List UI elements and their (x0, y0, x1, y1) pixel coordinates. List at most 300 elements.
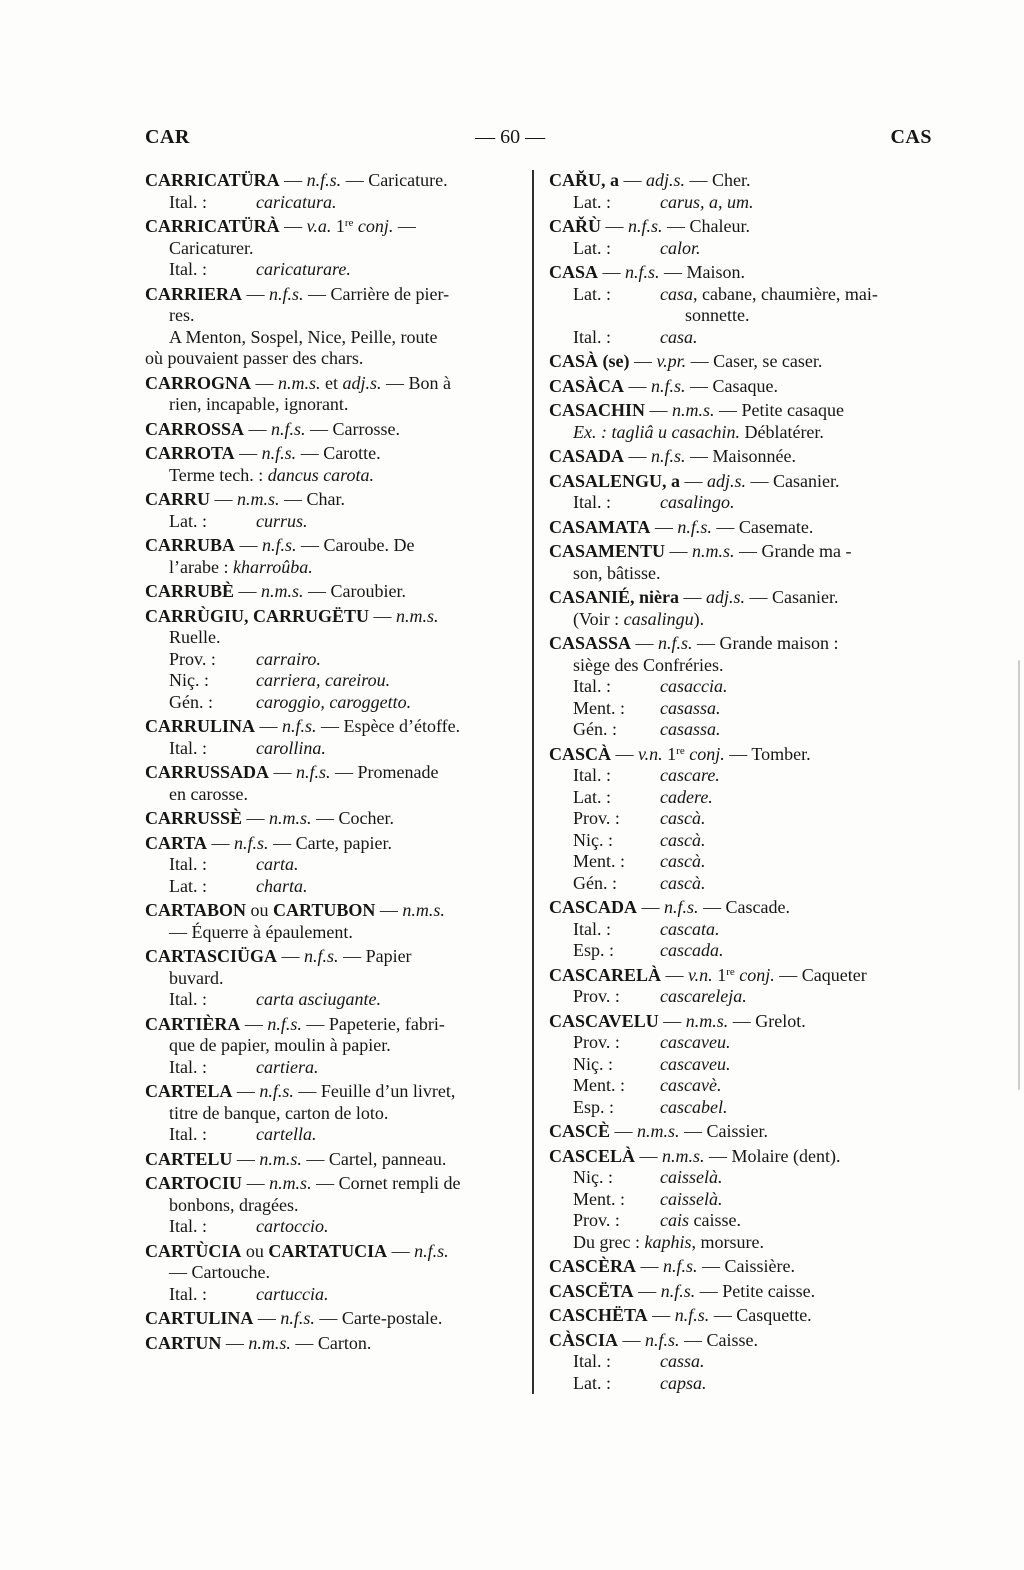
entry-line (145, 1103, 523, 1125)
text-run: CARTABON (145, 900, 247, 920)
text-run: 1 (662, 743, 677, 764)
dictionary-entry (145, 946, 523, 1011)
text-run: — (251, 372, 278, 393)
text-run: — Grelot. (728, 1010, 806, 1031)
entry-line (549, 676, 941, 698)
dictionary-entry (549, 471, 941, 514)
text-run: CARROGNA (145, 372, 251, 393)
entry-line (145, 443, 523, 465)
language-label: Niç. : (573, 829, 613, 850)
text-run: cartiera. (256, 1056, 319, 1077)
text-run: — Cascade. (698, 897, 790, 917)
text-run: CARTELA (145, 1081, 233, 1101)
text-run: CASÀCA (549, 375, 625, 396)
entry-line (549, 1146, 941, 1168)
text-run: n.m.s. (402, 900, 445, 920)
entry-line (549, 1121, 941, 1143)
text-run: — Petite casaque (714, 400, 844, 420)
text-run: caricaturare. (256, 259, 351, 279)
entry-line (549, 851, 941, 873)
dictionary-entry (549, 216, 941, 259)
text-run: n.f.s. (628, 216, 663, 236)
text-run: — Caqueter (774, 964, 867, 985)
text-run: — (234, 581, 262, 601)
text-run: n.m.s. (692, 541, 735, 561)
text-run: — (601, 216, 628, 236)
text-run: — (279, 216, 307, 236)
entry-line (145, 1308, 523, 1330)
entry-line (549, 940, 941, 962)
entry-line (145, 192, 523, 214)
text-run: CARRÙGIU, CARRUGËTU (145, 605, 370, 626)
dictionary-entry (145, 443, 523, 486)
dictionary-entry (145, 1308, 523, 1330)
entry-line (145, 1149, 523, 1171)
text-run: cartoccio. (256, 1216, 329, 1236)
text-run: conj. (739, 964, 775, 985)
text-run: n.f.s. (645, 1329, 680, 1350)
language-label: Lat. : (573, 1372, 611, 1393)
text-run: re (726, 965, 735, 978)
entry-line (145, 1081, 523, 1103)
dictionary-entry (145, 373, 523, 416)
text-run: — (618, 1329, 646, 1350)
text-run: — (234, 443, 262, 463)
text-run: n.f.s. (271, 418, 306, 439)
entry-line (145, 238, 523, 260)
entry-line (549, 376, 941, 398)
entry-line (145, 1035, 523, 1057)
language-label: Ment. : (573, 1188, 625, 1209)
text-run: n.f.s. (262, 535, 297, 555)
text-run: CARROSSA (145, 418, 245, 439)
dictionary-entry (549, 1146, 941, 1254)
dictionary-entry (549, 1256, 941, 1278)
text-run: n.m.s. (396, 605, 439, 626)
entry-line (549, 633, 941, 655)
dictionary-entry (145, 1173, 523, 1238)
language-label: Ital. : (169, 737, 207, 758)
entry-line (549, 719, 941, 741)
entry-line (145, 1284, 523, 1306)
text-run: — Carton. (290, 1332, 372, 1353)
language-label: Ment. : (573, 851, 625, 871)
dictionary-entry (145, 1241, 523, 1306)
dictionary-entry (549, 1281, 941, 1303)
entry-line (145, 1014, 523, 1036)
text-run: caisselà. (660, 1188, 723, 1209)
text-run: CARTOCIU (145, 1173, 243, 1193)
text-run: adj.s. (342, 372, 382, 393)
column-right (549, 170, 941, 1394)
dictionary-entry (145, 1333, 523, 1355)
text-run: — (279, 170, 307, 190)
text-run: carta. (256, 854, 299, 874)
dictionary-entry (549, 1121, 941, 1143)
entry-line (145, 284, 523, 306)
language-label: Gén. : (169, 691, 213, 712)
text-run: — (235, 535, 262, 555)
entry-line (549, 422, 941, 444)
text-run: adj.s. (646, 170, 686, 190)
text-run: , cabane, chaumière, mai- (693, 283, 878, 304)
text-run: — Papeterie, fabri- (301, 1013, 445, 1034)
text-run: — (633, 1280, 661, 1301)
text-run: CASCADA (549, 897, 638, 917)
entry-line (145, 1173, 523, 1195)
text-run: — (210, 489, 237, 509)
text-run: n.m.s. (269, 1173, 312, 1193)
entry-line (549, 1256, 941, 1278)
text-run: CASANIÉ, nièra (549, 587, 680, 607)
text-run: CARTATUCIA (268, 1240, 388, 1261)
text-run: n.f.s. (234, 832, 269, 853)
text-run: — Casanier. (746, 470, 840, 491)
text-run: (Voir : (573, 608, 624, 629)
text-run: — (242, 1173, 270, 1193)
entry-line (145, 762, 523, 784)
text-run: — Caissier. (679, 1121, 769, 1141)
entry-line (145, 511, 523, 533)
text-run: — (650, 516, 678, 537)
text-run: Du grec : (573, 1231, 645, 1252)
text-columns (145, 170, 941, 1394)
text-run: et (320, 372, 343, 393)
entry-line (145, 738, 523, 760)
language-label: Prov. : (573, 808, 620, 828)
text-run: v.n. (638, 743, 663, 764)
language-label: Lat. : (573, 283, 611, 304)
dictionary-entry (549, 170, 941, 213)
dictionary-entry (549, 262, 941, 348)
text-run: 1 (712, 964, 727, 985)
dictionary-entry (549, 351, 941, 373)
entry-line (145, 259, 523, 281)
text-run: carrairo. (256, 648, 321, 669)
text-run: — Carotte. (296, 443, 381, 463)
text-run: rien, incapable, ignorant. (169, 394, 349, 414)
entry-line (549, 1097, 941, 1119)
entry-line (145, 1195, 523, 1217)
text-run: n.f.s. (651, 375, 686, 396)
text-run: n.f.s. (664, 897, 699, 917)
text-run: — Feuille d’un livret, (293, 1081, 456, 1101)
text-run: — (244, 418, 272, 439)
language-label: Ital. : (169, 259, 207, 279)
text-run: — (636, 1256, 664, 1276)
entry-line (145, 216, 523, 238)
text-run: — (647, 1305, 675, 1325)
text-run: CARRUBA (145, 535, 235, 555)
language-label: Ital. : (573, 676, 611, 696)
text-run: cascare. (660, 765, 720, 785)
text-run: CÀSCIA (549, 1329, 619, 1350)
text-run: n.m.s. (278, 372, 321, 393)
language-label: Ital. : (169, 989, 207, 1009)
dictionary-entry (145, 1081, 523, 1146)
text-run: CASASSA (549, 633, 632, 653)
entry-line (549, 351, 941, 373)
text-run: CARRUSSÈ (145, 808, 243, 828)
text-run: — (619, 170, 646, 190)
text-run: n.m.s. (259, 1148, 302, 1169)
text-run: re (676, 744, 685, 757)
text-run: carollina. (256, 737, 326, 758)
text-run: n.f.s. (414, 1240, 449, 1261)
text-run: — (375, 900, 403, 920)
text-run: conj. (357, 216, 394, 236)
text-run: CARRUBÈ (145, 581, 235, 601)
text-run: — (387, 1240, 415, 1261)
text-run: casalingo. (660, 492, 735, 512)
entry-line (549, 262, 941, 284)
text-run: n.m.s. (261, 581, 304, 601)
text-run: — Équerre à épaulement. (169, 921, 353, 942)
entry-line (549, 446, 941, 468)
entry-line (145, 419, 523, 441)
language-label: Ital. : (573, 1351, 611, 1371)
text-run: — Caroubier. (303, 581, 407, 601)
language-label: Niç. : (573, 1053, 613, 1074)
entry-line (145, 670, 523, 692)
entry-line (145, 606, 523, 628)
text-run: — (277, 946, 305, 966)
text-run: — Maison. (659, 262, 746, 282)
entry-line (549, 170, 941, 192)
language-label: Lat. : (169, 875, 207, 896)
text-run: — (598, 262, 626, 282)
entry-line (549, 1054, 941, 1076)
entry-line (549, 563, 941, 585)
language-label: Ital. : (573, 492, 611, 512)
entry-line (549, 1167, 941, 1189)
text-run: CARTULINA (145, 1308, 254, 1328)
text-run: , morsure. (691, 1231, 764, 1252)
text-run: kaphis (644, 1231, 692, 1252)
text-run: — (624, 375, 652, 396)
text-run: cascabel. (660, 1096, 728, 1117)
dictionary-entry (145, 581, 523, 603)
text-run: — Carrosse. (305, 418, 401, 439)
dictionary-entry (549, 541, 941, 584)
text-run: caisse. (689, 1210, 741, 1230)
entry-line (549, 830, 941, 852)
text-run: — (631, 633, 659, 653)
language-label: Ital. : (169, 1216, 207, 1236)
dictionary-entry (145, 1014, 523, 1079)
entry-line (549, 698, 941, 720)
text-run: Caricaturer. (169, 237, 254, 258)
text-run: — Petite caisse. (695, 1280, 816, 1301)
text-run: n.f.s. (267, 1013, 302, 1034)
column-left (145, 170, 523, 1394)
dictionary-entry (145, 284, 523, 370)
entry-line (549, 1210, 941, 1232)
text-run: v.n. (688, 964, 713, 985)
entry-line (145, 1216, 523, 1238)
dictionary-entry (145, 419, 523, 441)
text-run: cascaveu. (660, 1032, 731, 1052)
entry-line (549, 1330, 941, 1352)
text-run: CARRU (145, 489, 210, 509)
text-run: CASCHËTA (549, 1305, 648, 1325)
entry-line (145, 327, 523, 349)
text-run: cascareleja. (660, 986, 747, 1006)
text-run: CARRICATÜRÀ (145, 216, 280, 236)
text-run: n.f.s. (259, 1081, 294, 1101)
text-run: cartella. (256, 1124, 317, 1144)
text-run: l’arabe : (169, 556, 233, 577)
text-run: — Cocher. (311, 808, 395, 828)
text-run: cascà. (660, 808, 706, 828)
text-run: CARTELU (145, 1148, 233, 1169)
text-run: n.f.s. (674, 1305, 710, 1325)
text-run: capsa. (660, 1372, 707, 1393)
entry-line (549, 965, 941, 987)
entry-line (145, 1241, 523, 1263)
text-run: son, bâtisse. (573, 562, 661, 583)
entry-line (145, 1124, 523, 1146)
text-run: cascavè. (660, 1075, 722, 1095)
text-run: ou (246, 900, 274, 920)
entry-line (549, 238, 941, 260)
language-label: Lat. : (573, 191, 611, 212)
entry-line (549, 765, 941, 787)
text-run: calor. (660, 237, 701, 258)
text-run: casassa. (660, 719, 721, 739)
text-run: — (661, 964, 689, 985)
text-run: CASCÈ (549, 1121, 611, 1141)
dictionary-entry (145, 489, 523, 532)
text-run: n.f.s. (261, 443, 297, 463)
entry-line (145, 833, 523, 855)
text-run: — (629, 351, 657, 371)
text-run: currus. (256, 510, 308, 531)
text-run: kharroûba. (232, 556, 313, 577)
entry-line (549, 609, 941, 631)
entry-line (549, 897, 941, 919)
language-label: Niç. : (169, 670, 209, 690)
text-run: cascà. (660, 829, 706, 850)
scan-artifact (1018, 660, 1020, 1090)
text-run: — Maisonnée. (685, 446, 797, 466)
text-run: en carosse. (169, 783, 248, 804)
language-label: Ital. : (169, 191, 207, 212)
language-label: Prov. : (573, 986, 620, 1006)
text-run: n.f.s. (306, 170, 342, 190)
text-run: n.m.s. (248, 1332, 291, 1353)
entry-line (145, 989, 523, 1011)
text-run: adj.s. (707, 470, 747, 491)
language-label: Lat. : (573, 786, 611, 807)
text-run: buvard. (169, 967, 224, 988)
text-run: ). (693, 608, 705, 629)
dictionary-entry (145, 900, 523, 943)
entry-line (145, 373, 523, 395)
language-label: Prov. : (169, 648, 216, 669)
text-run: n.f.s. (269, 283, 304, 304)
text-run: — Cher. (685, 170, 751, 190)
entry-line (145, 394, 523, 416)
entry-line (145, 465, 523, 487)
text-run: CASCELÀ (549, 1145, 636, 1166)
entry-line (145, 1057, 523, 1079)
entry-line (549, 1351, 941, 1373)
text-run: n.f.s. (660, 1280, 696, 1301)
text-run: cascà. (660, 851, 706, 871)
text-run: — Cartouche. (169, 1262, 270, 1282)
text-run: CARROTA (145, 443, 235, 463)
text-run: carriera, careirou. (256, 670, 391, 690)
text-run: CASAMENTU (549, 541, 666, 561)
language-label: Lat. : (573, 237, 611, 258)
text-run: — (610, 1121, 638, 1141)
text-run: — (635, 1145, 663, 1166)
entry-line (549, 919, 941, 941)
text-run: n.f.s. (663, 1256, 698, 1276)
text-run: cadere. (660, 786, 713, 807)
entry-line (145, 876, 523, 898)
text-run: CASALENGU, a (549, 470, 681, 491)
dictionary-entry (549, 376, 941, 398)
text-run: CASCËTA (549, 1280, 634, 1301)
entry-line (549, 1075, 941, 1097)
text-run: CASCAVELU (549, 1010, 659, 1031)
text-run: — Bon à (381, 372, 452, 393)
text-run: cais (660, 1210, 689, 1230)
text-run: n.f.s. (658, 633, 693, 653)
entry-line (145, 348, 523, 370)
text-run: — (242, 808, 270, 828)
entry-line (145, 692, 523, 714)
text-run: n.f.s. (280, 1308, 315, 1328)
text-run: casaccia. (660, 676, 728, 696)
entry-line (549, 787, 941, 809)
dictionary-entry (145, 762, 523, 805)
language-label: Niç. : (573, 1167, 613, 1187)
text-run: n.m.s. (685, 1010, 729, 1031)
text-run: — Promenade (330, 762, 439, 782)
text-run: 1 (331, 216, 345, 236)
entry-line (549, 471, 941, 493)
text-run: n.m.s. (237, 489, 280, 509)
language-label: Prov. : (573, 1032, 620, 1052)
text-run: CARTIÈRA (145, 1013, 241, 1034)
text-run: — (232, 1148, 260, 1169)
text-run: — Chaleur. (662, 216, 751, 236)
text-run: CAŘÙ (549, 216, 601, 236)
entry-line (549, 1011, 941, 1033)
text-run: A Menton, Sospel, Nice, Peille, route (169, 326, 438, 347)
entry-line (549, 192, 941, 214)
text-run: CARRUSSADA (145, 762, 270, 782)
entry-line (145, 808, 523, 830)
text-run: CARTASCIÜGA (145, 946, 278, 966)
language-label: Ment. : (573, 697, 625, 718)
running-head-left: CAR (145, 126, 190, 148)
text-run: — (242, 283, 270, 304)
text-run: CASCÈRA (549, 1256, 637, 1276)
text-run: CASAMATA (549, 516, 651, 537)
dictionary-entry (549, 633, 941, 741)
language-label: Gén. : (573, 872, 617, 893)
text-run: — (240, 1013, 268, 1034)
text-run: conj. (689, 743, 725, 764)
entry-line (549, 1373, 941, 1395)
text-run: — (255, 716, 283, 736)
text-run: CASÀ (se) (549, 351, 630, 371)
text-run: — Carte, papier. (268, 832, 393, 853)
